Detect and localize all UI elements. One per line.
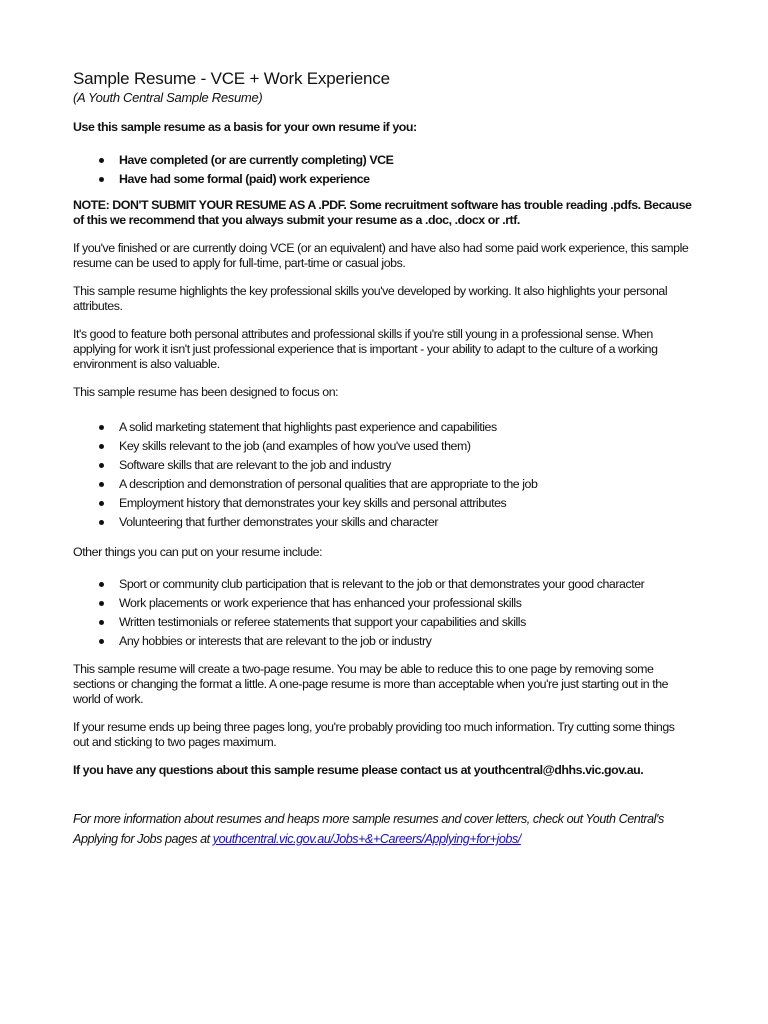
list-item: Any hobbies or interests that are relevant to the job or industry [73,632,693,651]
list-item: Employment history that demonstrates your key skills and personal attributes [73,494,693,513]
document-subtitle: (A Youth Central Sample Resume) [73,90,263,105]
other-intro: Other things you can put on your resume include: [73,545,323,559]
jobs-link[interactable]: youthcentral.vic.gov.au/Jobs+&+Careers/Applying+for+jobs/ [212,832,521,846]
list-item: A description and demonstration of personal qualities that are appropriate to the job [73,475,693,494]
document-page [73,68,693,849]
list-item: Work placements or work experience that has enhanced your professional skills [73,594,693,613]
other-list [73,575,693,651]
list-item: Sport or community club participation that is relevant to the job or that demonstrates your good character [73,575,693,594]
paragraph-highlights: This sample resume highlights the key professional skills you've developed by working. It also highlights your personal attributes. [73,284,668,313]
list-item: Key skills relevant to the job (and examples of how you've used them) [73,437,693,456]
list-item: Have had some formal (paid) work experience [73,170,693,189]
list-item: Have completed (or are currently completing) VCE [73,151,693,170]
list-item: Volunteering that further demonstrates your skills and character [73,513,693,532]
footer-note [73,809,693,849]
contact-text: If you have any questions about this sample resume please contact us at youthcentral@dhhs.vic.gov.au. [73,763,644,777]
paragraph-vce: If you've finished or are currently doing VCE (or an equivalent) and have also had some paid work experience, this sample resume can be used to apply for full-time, part-time or casual jobs. [73,241,689,270]
paragraph-attributes: It's good to feature both personal attributes and professional skills if you're still young in a professional sense. When applying for work it isn't just professional experience that is important - your ability to adapt to the culture of a working environment is also valuable. [73,327,658,371]
focus-list [73,418,693,532]
intro-text: Use this sample resume as a basis for your own resume if you: [73,120,417,134]
paragraph-two-page: This sample resume will create a two-page resume. You may be able to reduce this to one page by removing some sections or changing the format a little. A one-page resume is more than acceptable when you're just starting out in the world of work. [73,662,669,706]
focus-intro: This sample resume has been designed to focus on: [73,385,339,399]
pdf-note: NOTE: DON'T SUBMIT YOUR RESUME AS A .PDF. Some recruitment software has trouble reading .pdfs. Because of this we recommend that you always submit your resume as a .doc, .docx or .rtf. [73,198,692,227]
criteria-list [73,151,693,189]
paragraph-three-page: If your resume ends up being three pages long, you're probably providing too much information. Try cutting some things out and sticking to two pages maximum. [73,720,675,749]
footer-text: For more information about resumes and heaps more sample resumes and cover letters, check out Youth Central's Applying for Jobs pages at [73,812,664,846]
list-item: A solid marketing statement that highlights past experience and capabilities [73,418,693,437]
document-title: Sample Resume - VCE + Work Experience [73,69,390,88]
list-item: Software skills that are relevant to the job and industry [73,456,693,475]
list-item: Written testimonials or referee statements that support your capabilities and skills [73,613,693,632]
